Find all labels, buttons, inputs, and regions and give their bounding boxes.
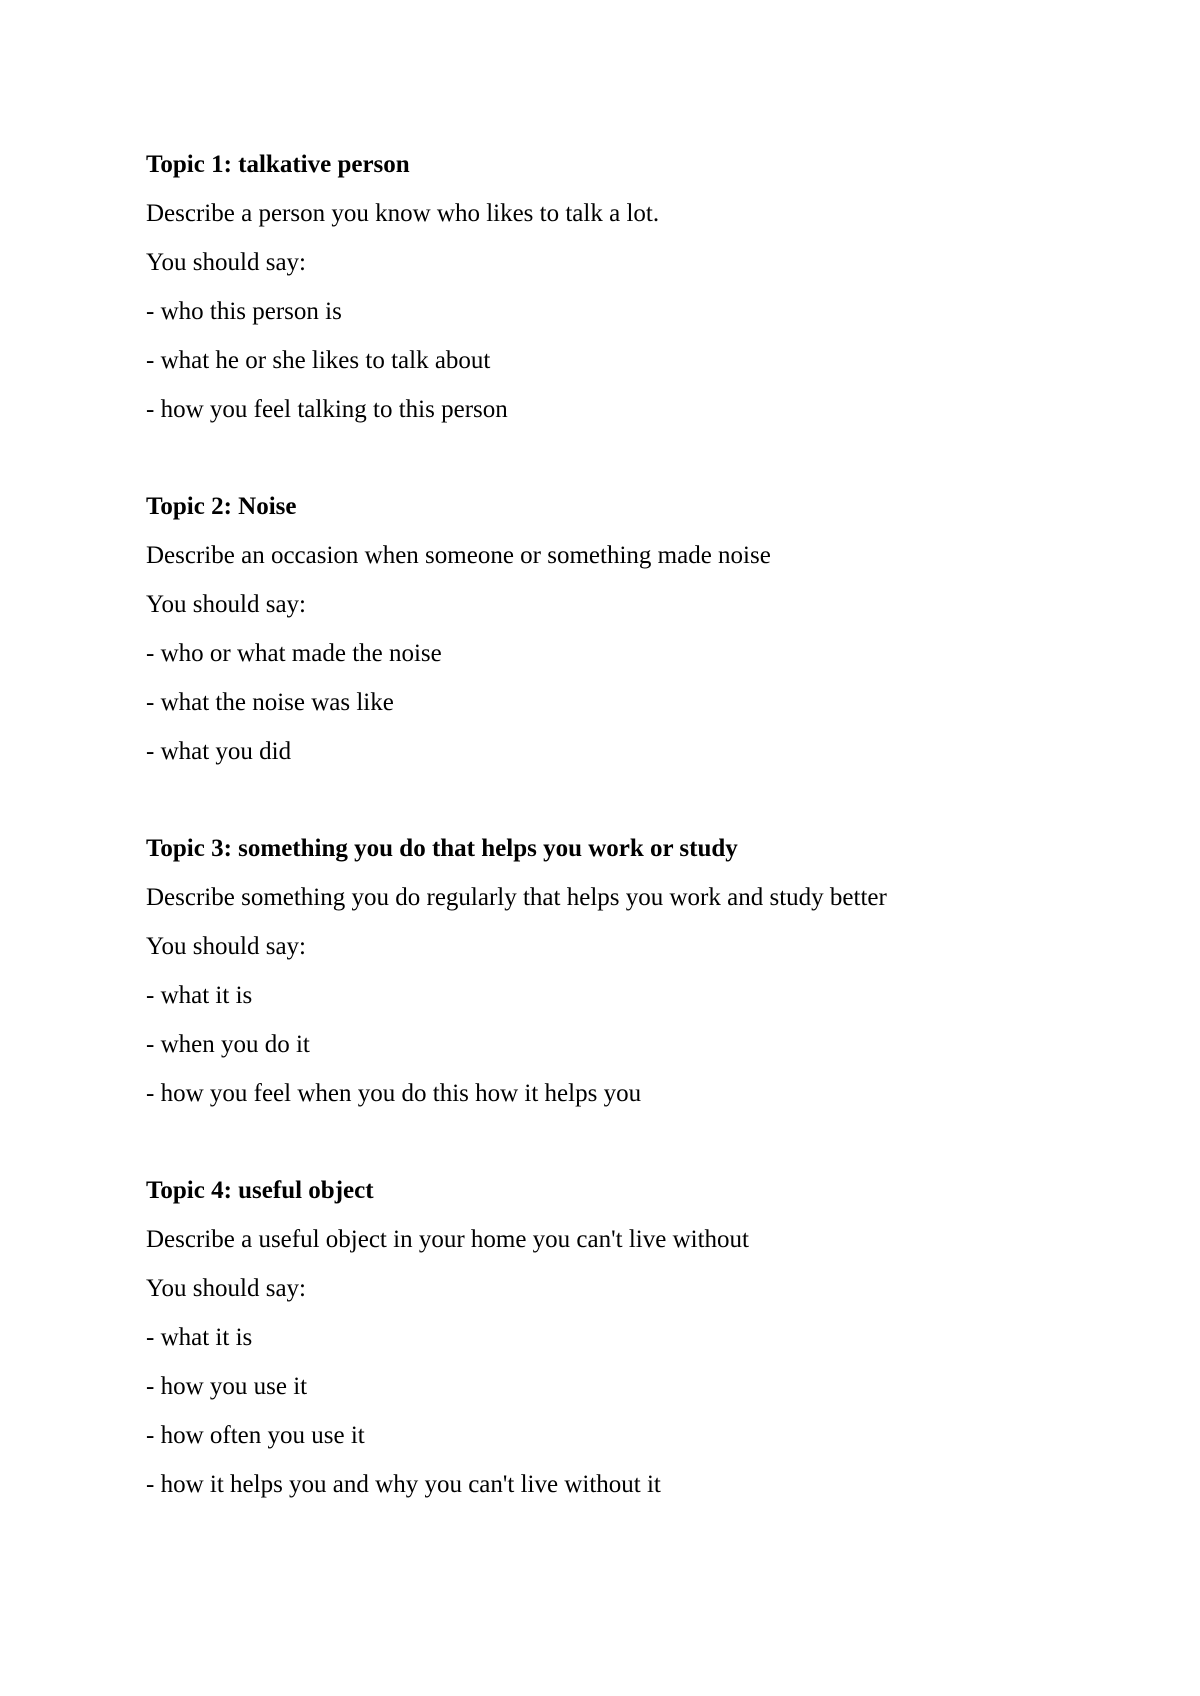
document-page [146,140,1146,1557]
topic-point: - what you did [146,738,292,765]
topic-point: - who this person is [146,298,342,325]
topic-3 [146,824,1146,1118]
topic-point: - what it is [146,982,253,1009]
topic-point: - what it is [146,1324,253,1351]
topic-point: - how often you use it [146,1422,365,1449]
topic-2 [146,482,1146,776]
topic-1 [146,140,1146,434]
topic-4 [146,1166,1146,1509]
topic-point: - who or what made the noise [146,640,442,667]
topic-prompt: You should say: [146,1275,306,1302]
topic-description: Describe a person you know who likes to talk a lot. [146,200,660,227]
topic-point: - what he or she likes to talk about [146,347,491,374]
topic-point: - how it helps you and why you can't live without it [146,1471,661,1498]
topic-title: Topic 4: useful object [146,1177,374,1204]
topic-title: Topic 2: Noise [146,493,297,520]
topic-description: Describe a useful object in your home you can't live without [146,1226,749,1253]
topic-prompt: You should say: [146,249,306,276]
topic-point: - when you do it [146,1031,310,1058]
topic-title: Topic 1: talkative person [146,151,410,178]
topic-point: - how you use it [146,1373,308,1400]
topic-title: Topic 3: something you do that helps you work or study [146,835,738,862]
topic-point: - what the noise was like [146,689,394,716]
topic-point: - how you feel when you do this how it helps you [146,1080,642,1107]
topic-description: Describe something you do regularly that helps you work and study better [146,884,887,911]
topic-prompt: You should say: [146,591,306,618]
topic-prompt: You should say: [146,933,306,960]
topic-description: Describe an occasion when someone or something made noise [146,542,771,569]
topic-point: - how you feel talking to this person [146,396,508,423]
